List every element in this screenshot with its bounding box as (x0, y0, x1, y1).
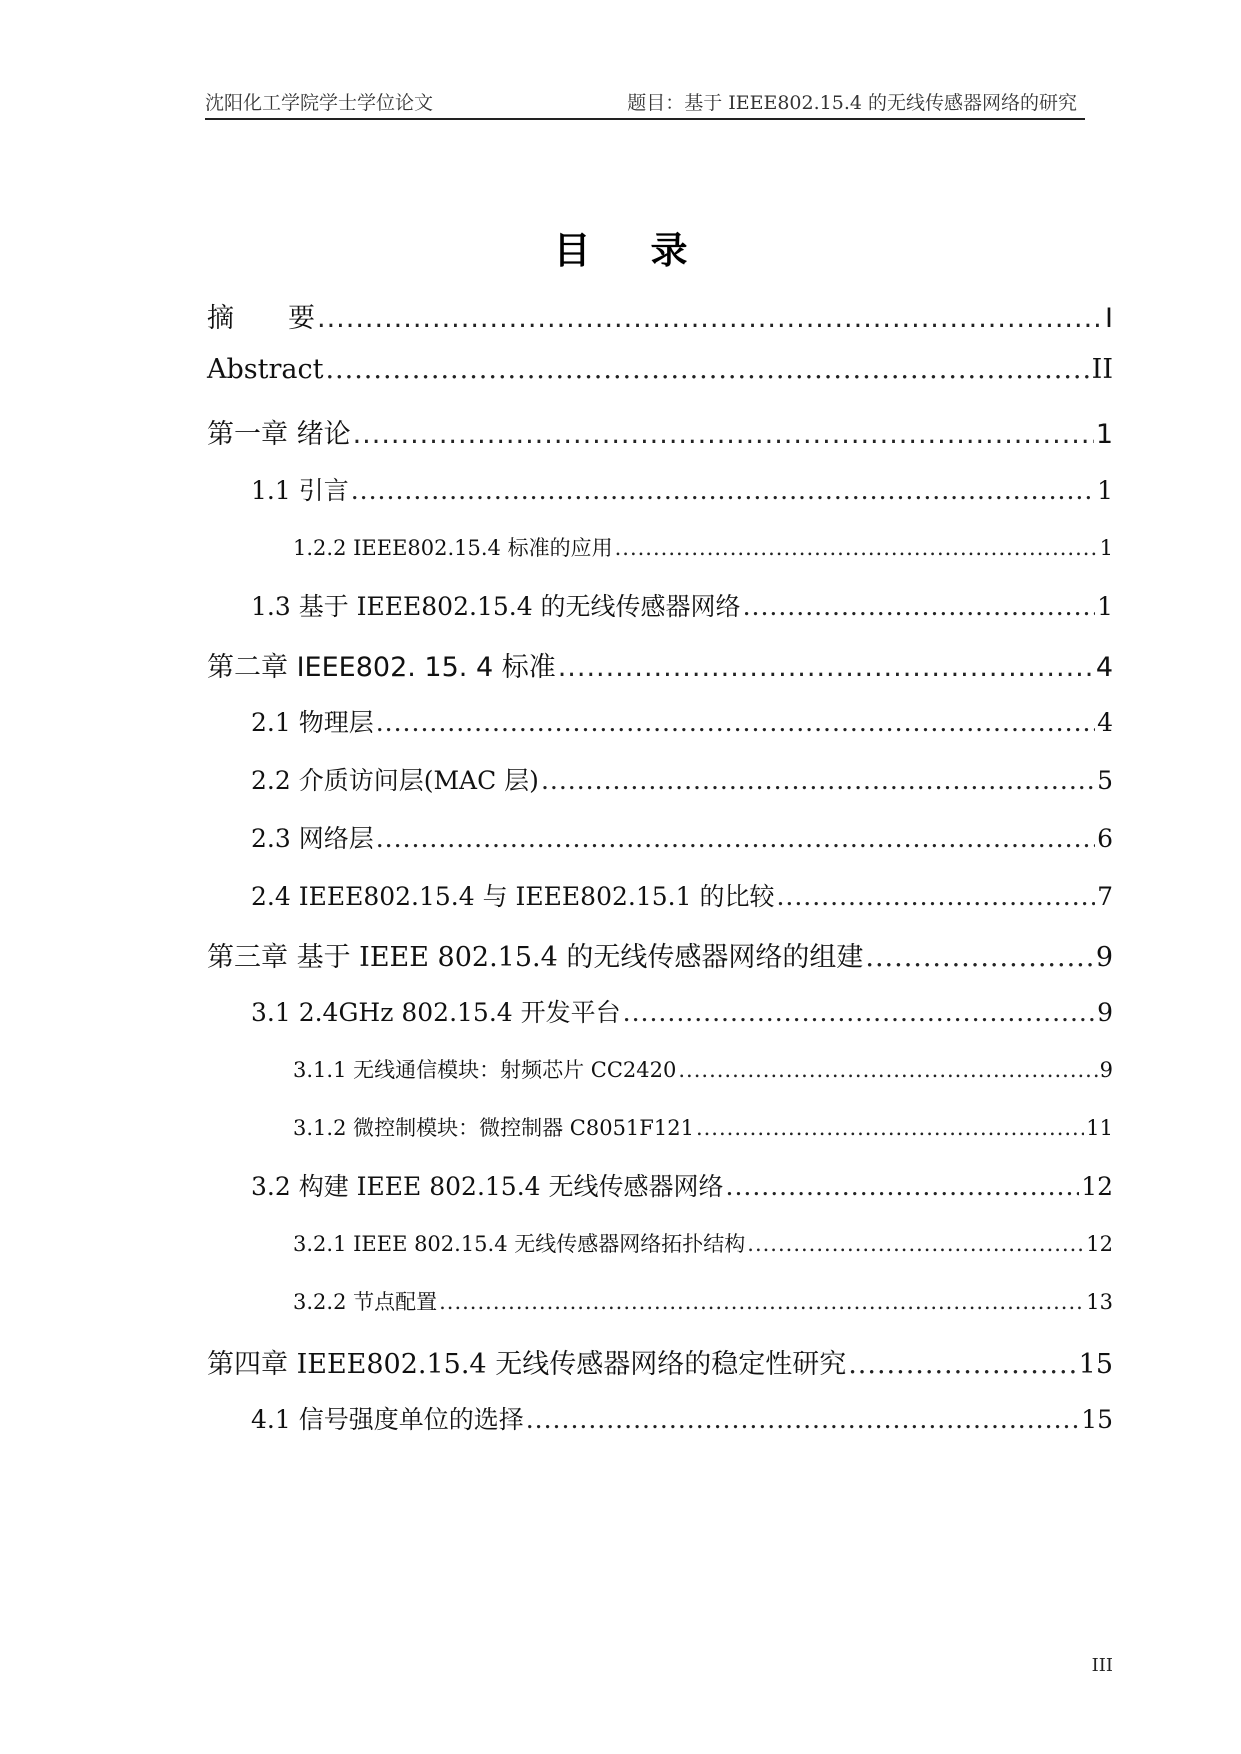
toc-entry-label: 1.2.2 IEEE802.15.4 标准的应用 (293, 536, 613, 560)
toc-entry-page: 13 (1086, 1290, 1113, 1314)
toc-entry-label: 第四章 IEEE802.15.4 无线传感器网络的稳定性研究 (207, 1349, 847, 1380)
toc-entry-label: 2.1 物理层 (251, 708, 374, 737)
toc-entry[interactable] (293, 532, 1113, 562)
toc-entry-page: 1 (1095, 419, 1113, 450)
header-thesis-title: 题目：基于 IEEE802.15.4 的无线传感器网络的研究 (627, 92, 1077, 114)
toc-entry-page: 1 (1097, 476, 1113, 505)
running-header (205, 88, 1085, 120)
toc-dot-leader (353, 419, 1094, 450)
toc-dot-leader (439, 1290, 1084, 1314)
toc-dot-leader (376, 824, 1095, 853)
toc-entry[interactable] (251, 877, 1113, 913)
toc-entry[interactable] (251, 1400, 1113, 1436)
toc-entry[interactable] (293, 1286, 1113, 1316)
toc-dot-leader (351, 476, 1095, 505)
toc-entry-page: 15 (1078, 1349, 1113, 1380)
toc-dot-leader (776, 882, 1095, 911)
toc-dot-leader (678, 1058, 1097, 1082)
toc-entry-label: 2.4 IEEE802.15.4 与 IEEE802.15.1 的比较 (251, 882, 775, 911)
toc-dot-leader (317, 303, 1103, 334)
toc-entry-page: 1 (1097, 592, 1113, 621)
toc-dot-leader (526, 1405, 1079, 1434)
header-school: 沈阳化工学院学士学位论文 (205, 92, 434, 114)
toc-dot-leader (325, 354, 1089, 385)
toc-entry-page: 7 (1097, 882, 1113, 911)
toc-entry-label: 3.1.2 微控制模块：微控制器 C8051F121 (293, 1116, 694, 1140)
toc-entry[interactable] (207, 296, 1113, 335)
toc-entry[interactable] (251, 471, 1113, 507)
toc-entry-label: 4.1 信号强度单位的选择 (251, 1405, 524, 1434)
toc-dot-leader (743, 592, 1096, 621)
toc-entry-label: 2.3 网络层 (251, 824, 374, 853)
toc-entry[interactable] (251, 819, 1113, 855)
page-number: III (1091, 1655, 1113, 1676)
toc-entry-label: 第二章 IEEE802. 15. 4 标准 (207, 652, 556, 683)
toc-entry-label: 摘 要 (207, 303, 315, 334)
toc-entry-label: 3.2.1 IEEE 802.15.4 无线传感器网络拓扑结构 (293, 1232, 746, 1256)
toc-entry-label: 2.2 介质访问层(MAC 层) (251, 766, 539, 795)
toc-entry-label: 1.1 引言 (251, 476, 349, 505)
toc-dot-leader (726, 1172, 1080, 1201)
toc-entry[interactable] (207, 354, 1113, 385)
toc-entry-page: 12 (1086, 1232, 1113, 1256)
toc-entry-label: 第一章 绪论 (207, 419, 351, 450)
toc-dot-leader (558, 652, 1094, 683)
toc-entry-label: 3.2 构建 IEEE 802.15.4 无线传感器网络 (251, 1172, 724, 1201)
toc-entry-label: 第三章 基于 IEEE 802.15.4 的无线传感器网络的组建 (207, 942, 864, 973)
toc-entry-page: 9 (1097, 998, 1113, 1027)
toc-entry-page: 11 (1086, 1116, 1113, 1140)
toc-entry[interactable] (207, 645, 1113, 684)
toc-dot-leader (848, 1349, 1076, 1380)
toc-entry-page: 6 (1097, 824, 1113, 853)
toc-entry[interactable] (251, 1167, 1113, 1203)
toc-entry-page: II (1091, 354, 1113, 385)
toc-entry[interactable] (293, 1112, 1113, 1142)
toc-dot-leader (376, 708, 1095, 737)
toc-entry-label: 3.2.2 节点配置 (293, 1290, 438, 1314)
toc-entry-page: I (1105, 303, 1113, 334)
toc-entry-page: 4 (1097, 708, 1113, 737)
toc-entry-page: 4 (1095, 652, 1113, 683)
toc-entry-label: 3.1 2.4GHz 802.15.4 开发平台 (251, 998, 621, 1027)
toc-entry-label: Abstract (207, 354, 324, 385)
toc-entry[interactable] (207, 412, 1113, 451)
toc-entry-page: 9 (1095, 942, 1113, 973)
toc-dot-leader (541, 766, 1095, 795)
toc-dot-leader (696, 1116, 1084, 1140)
toc-dot-leader (865, 942, 1093, 973)
toc-entry[interactable] (207, 1342, 1113, 1381)
toc-title: 目录 (553, 229, 748, 272)
toc-entry-page: 1 (1099, 536, 1113, 560)
toc-dot-leader (615, 536, 1098, 560)
toc-entry-page: 5 (1097, 766, 1113, 795)
toc-entry[interactable] (251, 761, 1113, 797)
toc-entry-page: 15 (1081, 1405, 1113, 1434)
toc-entry-page: 12 (1081, 1172, 1113, 1201)
toc-entry[interactable] (251, 703, 1113, 739)
toc-entry[interactable] (251, 587, 1113, 623)
toc-dot-leader (747, 1232, 1084, 1256)
toc-entry[interactable] (293, 1054, 1113, 1084)
toc-entry[interactable] (293, 1228, 1113, 1258)
toc-entry-page: 9 (1099, 1058, 1113, 1082)
toc-entry-label: 1.3 基于 IEEE802.15.4 的无线传感器网络 (251, 592, 741, 621)
toc-entry[interactable] (251, 993, 1113, 1029)
toc-entry-label: 3.1.1 无线通信模块：射频芯片 CC2420 (293, 1058, 677, 1082)
toc-dot-leader (623, 998, 1095, 1027)
toc-entry[interactable] (207, 935, 1113, 974)
